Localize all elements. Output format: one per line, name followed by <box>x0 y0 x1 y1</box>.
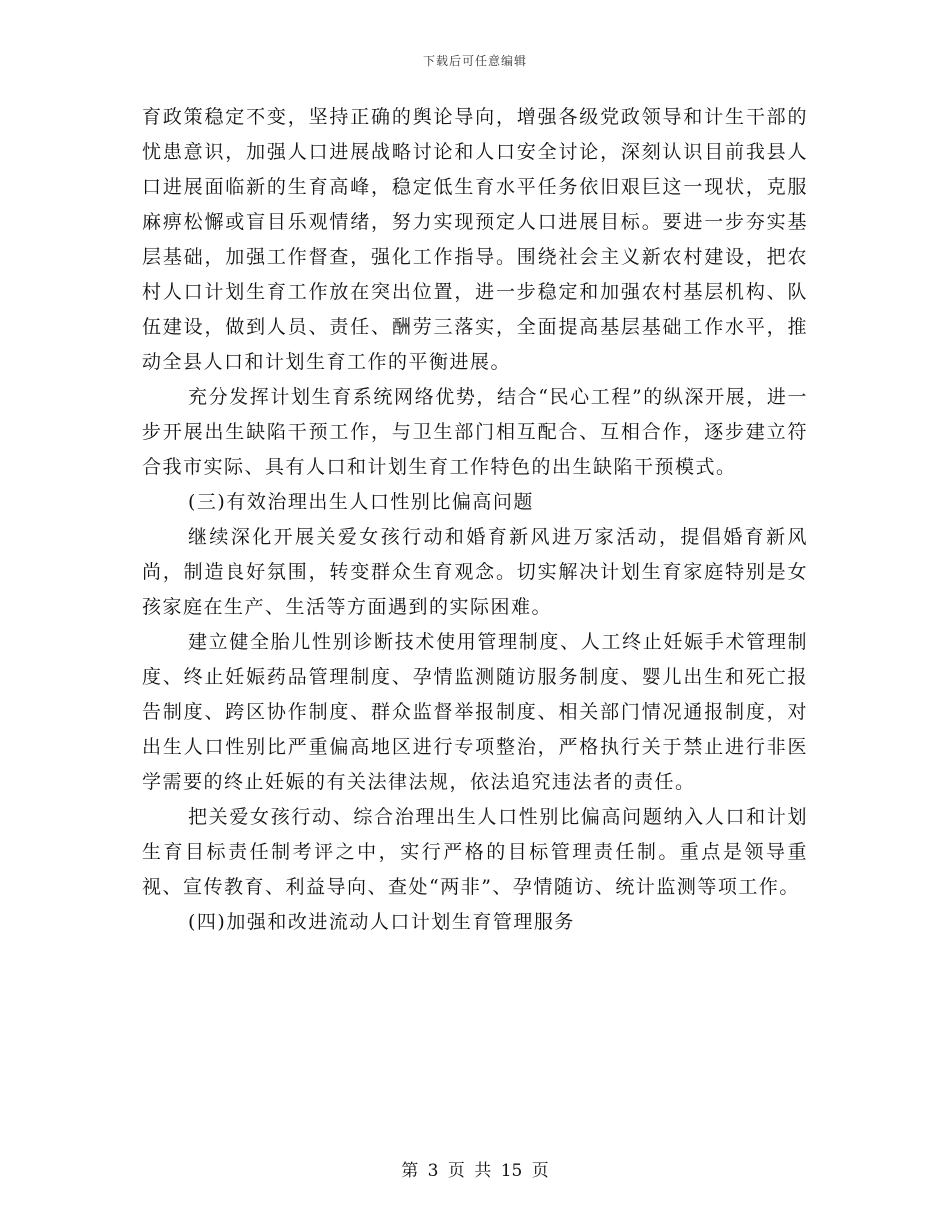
page-header: 下载后可任意编辑 <box>422 54 527 68</box>
paragraph-5: 建立健全胎儿性别诊断技术使用管理制度、人工终止妊娠手术管理制度、终止妊娠药品管理制度、孕情监测随访服务制度、婴儿出生和死亡报告制度、跨区协作制度、群众监督举报制度、相关部门情况通报制度，对出生人口性别比严重偏高地区进行专项整治，严格执行关于禁止进行非医学需要的终止妊娠的有关法律法规，依法追究违法者的责任。 <box>142 631 808 793</box>
document-body <box>142 100 808 940</box>
paragraph-6: 把关爱女孩行动、综合治理出生人口性别比偏高问题纳入人口和计划生育目标责任制考评之中，实行严格的目标管理责任制。重点是领导重视、宣传教育、利益导向、查处“两非”、孕情随访、统计监测等项工作。 <box>142 806 808 898</box>
page-footer: 第 3 页 共 15 页 <box>401 1161 549 1181</box>
paragraph-1: 育政策稳定不变，坚持正确的舆论导向，增强各级党政领导和计生干部的忧患意识，加强人口进展战略讨论和人口安全讨论，深刻认识目前我县人口进展面临新的生育高峰，稳定低生育水平任务依旧艰巨这一现状，克服麻痹松懈或盲目乐观情绪，努力实现预定人口进展目标。要进一步夯实基层基础，加强工作督查，强化工作指导。围绕社会主义新农村建设，把农村人口计划生育工作放在突出位置，进一步稳定和加强农村基层机构、队伍建设，做到人员、责任、酬劳三落实，全面提高基层基础工作水平，推动全县人口和计划生育工作的平衡进展。 <box>142 106 808 373</box>
paragraph-2: 充分发挥计划生育系统网络优势，结合“民心工程”的纵深开展，进一步开展出生缺陷干预工作，与卫生部门相互配合、互相合作，逐步建立符合我市实际、具有人口和计划生育工作特色的出生缺陷干预模式。 <box>142 386 808 478</box>
section-heading-3: (三)有效治理出生人口性别比偏高问题 <box>188 491 534 513</box>
paragraph-4: 继续深化开展关爱女孩行动和婚育新风进万家活动，提倡婚育新风尚，制造良好氛围，转变群众生育观念。切实解决计划生育家庭特别是女孩家庭在生产、生活等方面遇到的实际困难。 <box>142 526 808 618</box>
section-heading-4: (四)加强和改进流动人口计划生育管理服务 <box>188 911 575 933</box>
